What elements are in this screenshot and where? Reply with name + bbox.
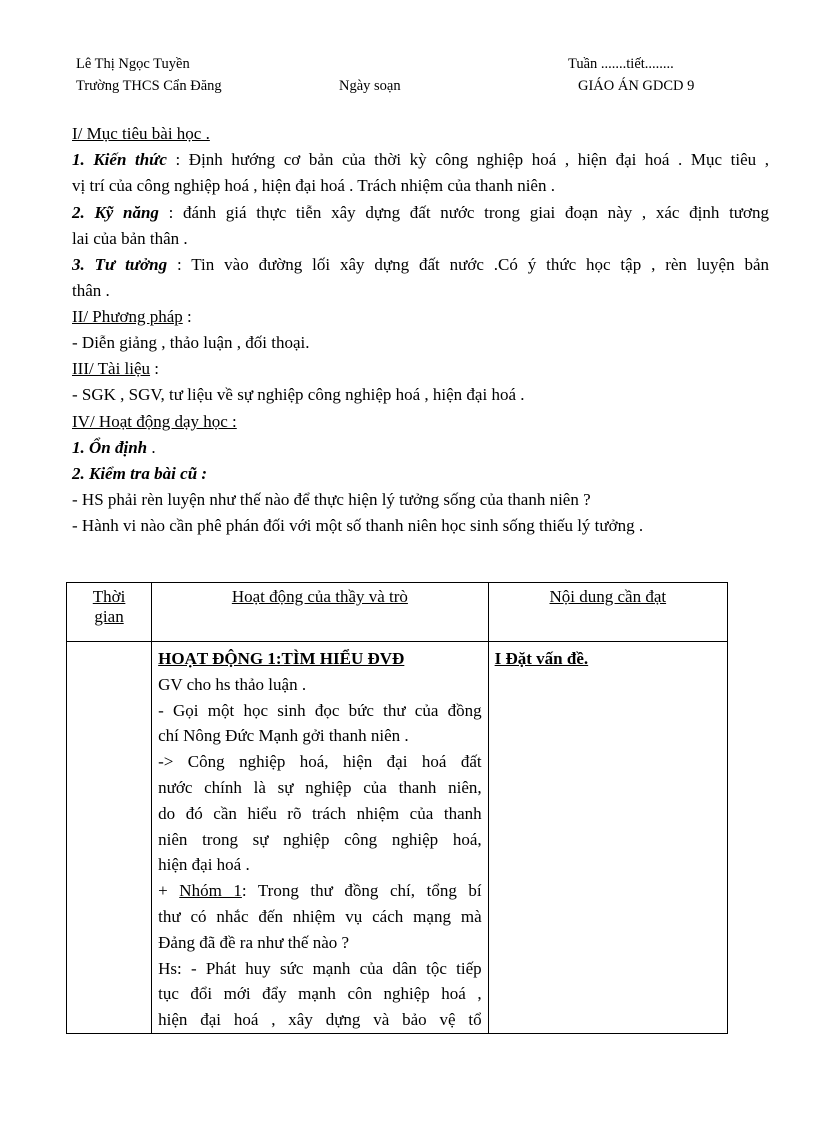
methods-text: - Diễn giảng , thảo luận , đối thoại.: [72, 333, 310, 352]
plan-title: GIÁO ÁN GDCD 9: [578, 78, 695, 94]
table-row: [67, 642, 728, 1034]
header-time-line-1: Thời: [92, 587, 126, 606]
teacher-name: Lê Thị Ngọc Tuyền: [76, 56, 190, 72]
materials-heading-suffix: :: [150, 359, 160, 378]
lesson-table: [66, 582, 728, 1034]
materials-text: - SGK , SGV, tư liệu về sự nghiệp công nghiệp hoá , hiện đại hoá .: [72, 385, 525, 404]
stabilize-label: 1. Ổn định: [72, 438, 148, 457]
activity-title: HOẠT ĐỘNG 1:TÌM HIỂU ĐVĐ: [158, 649, 405, 668]
header-content: [488, 583, 727, 642]
content-cell: [488, 642, 727, 1034]
review-question-2: - Hành vi nào cần phê phán đối với một số thanh niên học sinh sống thiếu lý tưởng .: [72, 516, 644, 535]
header-content-text: Nội dung cần đạt: [549, 587, 667, 606]
activity-line-group-1: [158, 878, 482, 904]
activity-line: chí Nông Đức Mạnh gởi thanh niên .: [158, 726, 409, 746]
header-activity: [152, 583, 489, 642]
header-time: [67, 583, 152, 642]
group-1-question: : Trong thư đồng chí, tổng bí: [241, 881, 482, 901]
time-cell: [67, 642, 152, 1034]
activity-line: -> Công nghiệp hoá, hiện đại hoá đất: [158, 752, 482, 772]
group-prefix: +: [158, 881, 180, 901]
knowledge-line-1: [72, 150, 769, 170]
activities-heading: [72, 412, 237, 432]
activity-line: GV cho hs thảo luận .: [158, 674, 307, 694]
attitude-line-1: [72, 255, 769, 275]
knowledge-line-2: vị trí của công nghiệp hoá , hiện đại hoá . Trách nhiệm của thanh niên .: [72, 176, 555, 195]
activity-line: Hs: - Phát huy sức mạnh của dân tộc tiếp: [158, 958, 482, 978]
activity-line: hiện đại hoá , xây dựng và bảo vệ tổ: [158, 1010, 482, 1030]
table-header-row: [67, 583, 728, 642]
materials-heading: [72, 359, 159, 379]
stabilize-line: [72, 438, 156, 458]
group-1-label: Nhóm 1: [179, 881, 242, 901]
attitude-text-1: : Tin vào đường lối xây dựng đất nước .Có ý thức học tập , rèn luyện bản: [167, 255, 769, 274]
knowledge-text-1: : Định hướng cơ bản của thời kỳ công nghiệp hoá , hiện đại hoá . Mục tiêu ,: [166, 150, 769, 169]
activity-line: - Gọi một học sinh đọc bức thư của đồng: [158, 700, 482, 720]
activity-line: nước chính là sự nghiệp của thanh niên,: [158, 777, 482, 797]
activity-cell: [152, 642, 489, 1034]
methods-heading: [72, 307, 192, 327]
activities-heading-text: IV/ Hoạt động dạy học :: [72, 412, 237, 431]
school-name: Trường THCS Cẩn Đăng: [76, 78, 222, 94]
activity-line: tục đổi mới đẩy mạnh côn nghiệp hoá ,: [158, 984, 482, 1004]
methods-heading-suffix: :: [182, 307, 192, 326]
review-label: 2. Kiểm tra bài cũ :: [72, 464, 208, 483]
activity-line: hiện đại hoá .: [158, 855, 250, 875]
objectives-heading: [72, 124, 210, 144]
knowledge-label: 1. Kiến thức: [72, 150, 167, 169]
materials-heading-text: III/ Tài liệu: [72, 359, 151, 378]
skill-line-2: lai của bản thân .: [72, 229, 188, 248]
activity-line: thư có nhắc đến nhiệm vụ cách mạng mà: [158, 906, 482, 926]
week-period: Tuần .......tiết........: [568, 56, 674, 72]
stabilize-suffix: .: [147, 438, 156, 457]
objectives-heading-text: I/ Mục tiêu bài học .: [72, 124, 210, 143]
activity-line: Đảng đã đề ra như thế nào ?: [158, 932, 350, 952]
content-title: I Đặt vấn đề.: [494, 649, 589, 668]
header-time-line-2: gian: [94, 607, 124, 626]
date-label: Ngày soạn: [339, 78, 401, 94]
header-activity-text: Hoạt động của thầy và trò: [231, 587, 408, 606]
skill-text-1: : đánh giá thực tiễn xây dựng đất nước trong giai đoạn này , xác định tương: [158, 203, 769, 222]
attitude-line-2: thân .: [72, 281, 110, 300]
skill-line-1: [72, 203, 769, 223]
activity-line: niên trong sự nghiệp công nghiệp hoá,: [158, 829, 482, 849]
activity-line: do đó cần hiểu rõ trách nhiệm của thanh: [158, 803, 482, 823]
attitude-label: 3. Tư tưởng: [72, 255, 168, 274]
methods-heading-text: II/ Phương pháp: [72, 307, 183, 326]
skill-label: 2. Kỹ năng: [72, 203, 159, 222]
review-question-1: - HS phải rèn luyện như thế nào để thực hiện lý tưởng sống của thanh niên ?: [72, 490, 591, 509]
